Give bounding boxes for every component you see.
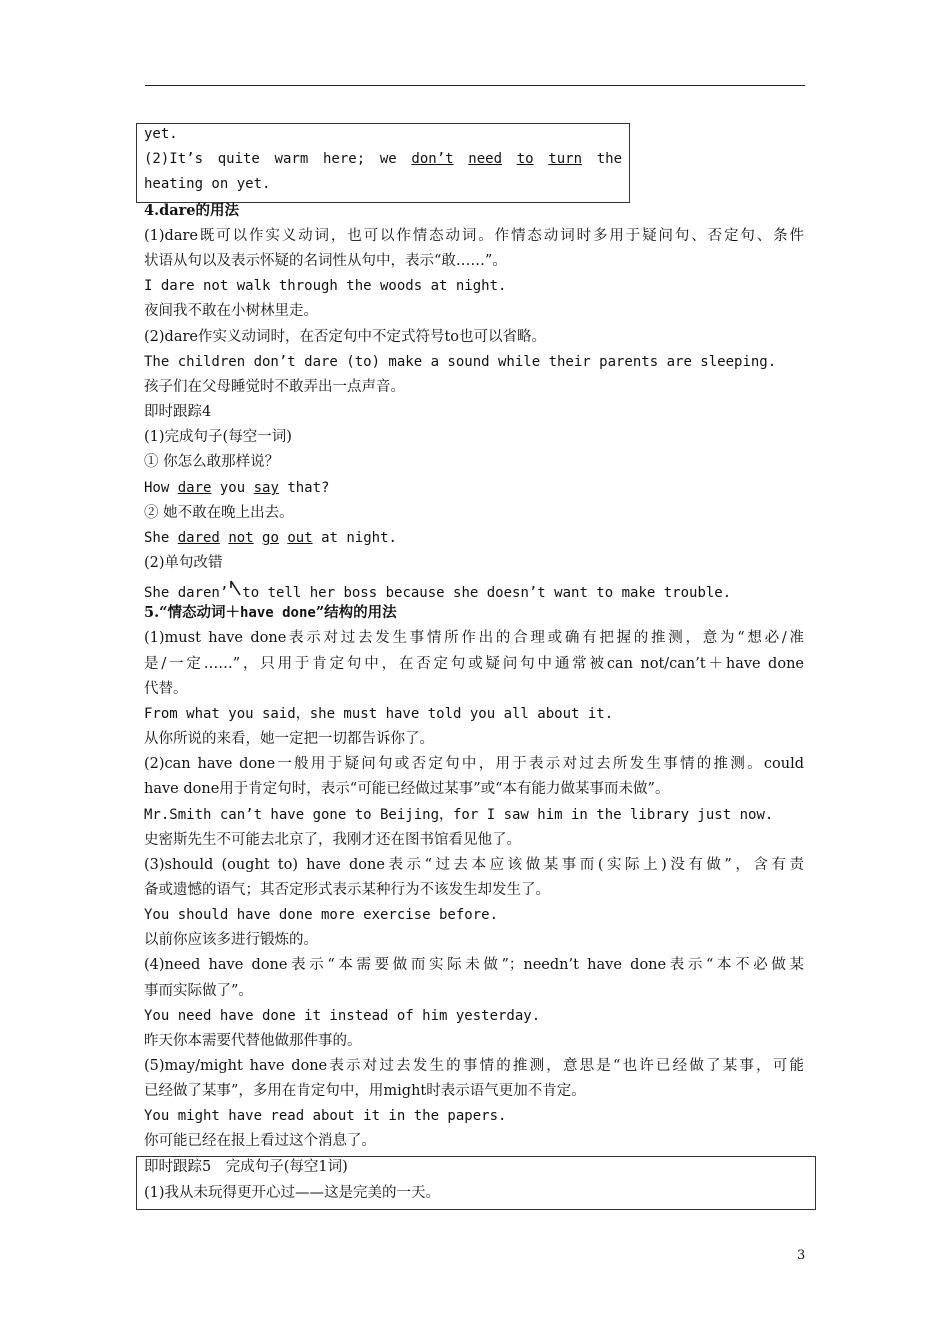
s4-q1: (1)完成句子(每空一词) (144, 429, 292, 445)
s5-p4a: (4)need have done表示“本需要做而实际未做”；needn’t have done表示“本不必做某 (144, 957, 804, 973)
box2-line2: (1)我从未玩得更开心过——这是完美的一天。 (144, 1185, 441, 1201)
s5-ex2-en: Mr.Smith can’t have gone to Beijing，for I saw him in the library just now. (144, 807, 774, 823)
s5-p5a: (5)may/might have done表示对过去发生的事情的推测，意思是“也许已经做了某事，可能 (144, 1058, 804, 1074)
box1-line2: (2)It’s quite warm here; we don’t need to turn the (144, 151, 623, 167)
s5-p1c: 代替。 (144, 681, 188, 697)
s5-p3a: (3)should (ought to) have done表示“过去本应该做某事而(实际上)没有做”，含有责 (144, 857, 804, 873)
s4-q2-en: She daren’ to tell her boss because she doesn’t want to make trouble. (144, 579, 731, 602)
s4-track: 即时跟踪4 (144, 404, 212, 420)
s4-q2: (2)单句改错 (144, 555, 223, 571)
blank-need: need (468, 151, 502, 167)
s5-ex1-zh: 从你所说的来看，她一定把一切都告诉你了。 (144, 731, 434, 747)
s5-ex2-zh: 史密斯先生不可能去北京了，我刚才还在图书馆看见他了。 (144, 832, 521, 848)
s5-p1b: 是/一定……”，只用于肯定句中，在否定句或疑问句中通常被can not/can’t＋have done (144, 656, 804, 672)
section5-title: 5.“情态动词＋have done”结构的用法 (144, 604, 397, 621)
section4-title: 4.dare的用法 (144, 202, 240, 219)
s4-q1b-zh: ② 她不敢在晚上出去。 (144, 505, 294, 521)
s5-p4b: 事而实际做了”。 (144, 983, 253, 999)
s4-ex1-en: I dare not walk through the woods at night. (144, 278, 507, 294)
s5-ex5-en: You might have read about it in the papers. (144, 1108, 507, 1124)
s4-ex2-en: The children don’t dare (to) make a sound while their parents are sleeping. (144, 354, 777, 370)
header-rule (145, 85, 805, 86)
s5-p5b: 已经做了某事”，多用在肯定句中，用might时表示语气更加不肯定。 (144, 1083, 586, 1099)
s5-p2b: have done用于肯定句时，表示“可能已经做过某事”或“本有能力做某事而未做”。 (144, 781, 670, 797)
s5-ex3-zh: 以前你应该多进行锻炼的。 (144, 932, 318, 948)
s4-q1a-en: How dare you say that? (144, 480, 330, 496)
insertion-mark-icon (228, 579, 242, 602)
s4-ex2-zh: 孩子们在父母睡觉时不敢弄出一点声音。 (144, 379, 405, 395)
s5-ex5-zh: 你可能已经在报上看过这个消息了。 (144, 1133, 376, 1149)
blank-to: to (516, 151, 534, 167)
s5-p3b: 备或遗憾的语气；其否定形式表示某种行为不该发生却发生了。 (144, 882, 550, 898)
s4-q1b-en: She dared not go out at night. (144, 530, 397, 546)
blank-turn: turn (548, 151, 583, 167)
page-number: 3 (797, 1248, 806, 1263)
s5-ex3-en: You should have done more exercise before. (144, 907, 499, 923)
s4-q1a-zh: ① 你怎么敢那样说？ (144, 454, 280, 470)
s4-p1a: (1)dare既可以作实义动词，也可以作情态动词。作情态动词时多用于疑问句、否定句、条件 (144, 228, 804, 244)
s5-ex4-zh: 昨天你本需要代替他做那件事的。 (144, 1033, 362, 1049)
s5-ex4-en: You need have done it instead of him yesterday. (144, 1008, 541, 1024)
s4-p2: (2)dare作实义动词时，在否定句中不定式符号to也可以省略。 (144, 329, 547, 345)
box1-line1: yet. (144, 126, 178, 142)
box2-line1: 即时跟踪5 完成句子(每空1词) (144, 1159, 348, 1175)
s4-p1b: 状语从句以及表示怀疑的名词性从句中，表示“敢……”。 (144, 253, 507, 269)
s5-ex1-en: From what you said，she must have told you all about it. (144, 706, 614, 722)
blank-dont: don’t (411, 151, 454, 167)
s4-ex1-zh: 夜间我不敢在小树林里走。 (144, 303, 318, 319)
s5-p1a: (1)must have done表示对过去发生事情所作出的合理或确有把握的推测，意为“想必/准 (144, 630, 804, 646)
box1-line3: heating on yet. (144, 176, 271, 192)
s5-p2a: (2)can have done一般用于疑问句或否定句中，用于表示对过去所发生事情的推测。could (144, 756, 804, 772)
